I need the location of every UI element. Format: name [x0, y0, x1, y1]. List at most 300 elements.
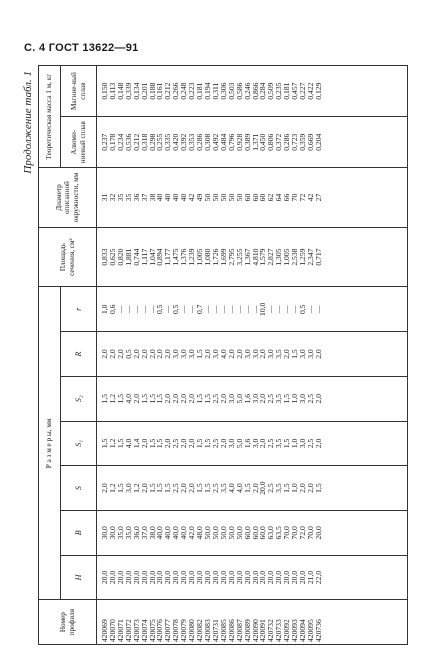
- column-area: [97, 227, 408, 287]
- table-cell-H: 20,0: [131, 570, 141, 585]
- table-cell-S1: 3,5: [274, 438, 284, 449]
- column-r: [97, 287, 408, 332]
- table-cell-profile: 420073: [131, 619, 141, 642]
- table-cell-B: 60,0: [242, 526, 252, 540]
- table-cell-mg: 0,148: [115, 82, 125, 100]
- table-cell-profile: 420092: [282, 619, 292, 642]
- table-cell-mg: 0,246: [242, 82, 252, 100]
- table-cell-mg: 0,134: [131, 82, 141, 100]
- header-S: S: [61, 466, 97, 511]
- table-cell-al: 0,536: [123, 133, 133, 151]
- column-diameter: [97, 168, 408, 228]
- table-cell-S1: 1,5: [115, 438, 125, 449]
- table-cell-diam: 66: [282, 193, 292, 202]
- table-cell-diam: 37: [139, 193, 149, 202]
- table-cell-area: 2,795: [226, 248, 236, 266]
- table-cell-H: 20,0: [115, 570, 125, 585]
- table-cell-S: 1,5: [155, 483, 165, 493]
- table-cell-area: 1,005: [195, 248, 205, 266]
- table-cell-al: 0,723: [290, 133, 300, 151]
- table-cell-B: 70,0: [290, 526, 300, 540]
- table-cell-B: 42,0: [187, 526, 197, 540]
- table-cell-R: 3,0: [179, 349, 189, 359]
- table-cell-al: 0,286: [195, 133, 205, 151]
- table-cell-B: 20,0: [313, 526, 323, 540]
- table-cell-S: 1,5: [313, 483, 323, 493]
- table-cell-R: 2,0: [202, 349, 212, 359]
- table-cell-al: 0,484: [218, 133, 228, 151]
- table-cell-area: 2,827: [266, 248, 276, 266]
- table-cell-S1: 1,5: [202, 438, 212, 449]
- continuation-label: Продолжение табл. 1: [22, 71, 34, 174]
- table-cell-diam: 60: [258, 193, 268, 202]
- table-cell-S: 20,0: [258, 481, 268, 495]
- table-cell-mg: 0,113: [107, 82, 117, 100]
- table-cell-S2: 4,0: [123, 393, 133, 404]
- header-profile: Номер профиля: [39, 600, 97, 645]
- table-cell-r: 1,0: [100, 304, 109, 315]
- table-cell-R: 3,0: [266, 349, 276, 359]
- table-cell-S1: 1,5: [195, 438, 205, 449]
- table-cell-mg: 0,181: [195, 82, 205, 100]
- table-cell-S2: 1,5: [282, 393, 292, 404]
- table-cell-diam: 42: [305, 193, 315, 202]
- table-cell-profile: 420732: [266, 619, 276, 642]
- table-cell-mg: 0,266: [171, 82, 181, 100]
- table-cell-profile: 420079: [179, 619, 189, 642]
- table-cell-H: 20,0: [266, 570, 276, 585]
- table-cell-B: 36,0: [131, 526, 141, 540]
- table-cell-B: 70,0: [305, 526, 315, 540]
- table-cell-al: 0,353: [187, 133, 197, 151]
- table-cell-B: 70,0: [282, 526, 292, 540]
- table-cell-R: 4,0: [218, 349, 228, 359]
- table-cell-diam: 38: [147, 193, 157, 202]
- table-cell-r: —: [131, 305, 141, 314]
- table-cell-B: 50,0: [226, 526, 236, 540]
- table-cell-H: 20,0: [250, 570, 260, 585]
- table-cell-profile: 420082: [195, 619, 205, 642]
- table-cell-profile: 420075: [147, 619, 157, 642]
- table-cell-r: —: [163, 305, 173, 314]
- table-cell-B: 60,0: [250, 526, 260, 540]
- table-cell-R: 2,0: [107, 349, 117, 359]
- profile-table: [38, 65, 408, 645]
- table-cell-S1: 3,0: [226, 438, 236, 449]
- table-cell-S2: 3,0: [226, 393, 236, 404]
- table-cell-R: 2,0: [131, 349, 141, 359]
- table-cell-al: 0,204: [313, 133, 323, 151]
- rotated-table-wrapper: [20, 65, 410, 645]
- table-cell-mg: 0,509: [266, 82, 276, 100]
- table-cell-R: 2,0: [163, 349, 173, 359]
- table-cell-B: 30,0: [107, 526, 117, 540]
- page-header: С. 4 ГОСТ 13622—91: [24, 42, 139, 54]
- table-cell-mg: 0,306: [218, 82, 228, 100]
- table-cell-mg: 0,248: [179, 82, 189, 100]
- table-cell-S2: 1,5: [195, 393, 205, 404]
- table-cell-S2: 2,0: [171, 393, 181, 404]
- table-cell-diam: 60: [242, 193, 252, 202]
- table-cell-al: 0,318: [139, 133, 149, 151]
- table-cell-area: 1,726: [210, 248, 220, 266]
- table-cell-al: 0,796: [226, 133, 236, 151]
- table-cell-B: 63,0: [266, 526, 276, 540]
- table-cell-S2: 1,5: [202, 393, 212, 404]
- table-cell-H: 20,0: [290, 570, 300, 585]
- table-cell-area: 2,347: [305, 248, 315, 266]
- table-cell-mg: 0,150: [100, 82, 109, 100]
- table-cell-diam: 62: [266, 193, 276, 202]
- table-cell-H: 20,0: [155, 570, 165, 585]
- table-cell-diam: 50: [210, 193, 220, 202]
- table-cell-r: 0,7: [195, 304, 205, 315]
- table-cell-S1: 1,0: [290, 438, 300, 449]
- table-cell-profile: 420095: [305, 619, 315, 642]
- table-cell-diam: 31: [100, 193, 109, 202]
- table-cell-profile: 420069: [100, 619, 109, 642]
- table-cell-r: —: [210, 305, 220, 314]
- table-cell-S: 1,5: [195, 483, 205, 493]
- table-cell-S: 2,0: [179, 483, 189, 493]
- table-cell-S: 1,2: [131, 483, 141, 493]
- table-cell-mg: 0,284: [258, 82, 268, 100]
- table-cell-r: —: [282, 305, 292, 314]
- table-cell-mg: 0,866: [250, 82, 260, 100]
- table-cell-S2: 2,0: [218, 393, 228, 404]
- table-cell-S1: 1,6: [242, 438, 252, 449]
- table-cell-S: 2,0: [187, 483, 197, 493]
- table-cell-B: 48,0: [195, 526, 205, 540]
- table-cell-area: 1,239: [187, 248, 197, 266]
- table-cell-profile: 420093: [290, 619, 300, 642]
- table-cell-S1: 3,0: [298, 438, 308, 449]
- table-cell-S: 1,5: [163, 483, 173, 493]
- table-cell-S: 2,0: [250, 483, 260, 493]
- table-cell-S2: 1,5: [100, 393, 109, 404]
- table-cell-area: 4,810: [250, 248, 260, 266]
- table-cell-mg: 0,212: [163, 82, 173, 100]
- table-cell-R: 3,5: [274, 349, 284, 359]
- rotated-table-stage: [20, 65, 410, 645]
- table-cell-area: 1,376: [179, 248, 189, 266]
- table-cell-profile: 420083: [202, 619, 212, 642]
- table-cell-area: 1,475: [171, 248, 181, 266]
- table-cell-diam: 70: [290, 193, 300, 202]
- table-cell-profile: 420087: [234, 619, 244, 642]
- table-cell-B: 35,0: [115, 526, 125, 540]
- table-cell-H: 20,0: [274, 570, 284, 585]
- table-cell-r: —: [305, 305, 315, 314]
- table-cell-S1: 1,5: [155, 438, 165, 449]
- table-cell-H: 20,0: [179, 570, 189, 585]
- table-cell-profile: 420733: [274, 619, 284, 642]
- table-cell-diam: 32: [107, 193, 117, 202]
- table-cell-B: 50,0: [218, 526, 228, 540]
- column-mass-al: [97, 117, 408, 168]
- table-cell-S2: 2,0: [258, 393, 268, 404]
- column-H: [97, 555, 408, 600]
- table-cell-B: 60,0: [258, 526, 268, 540]
- table-cell-area: 1,305: [274, 248, 284, 266]
- table-cell-area: 0,833: [100, 248, 109, 266]
- table-cell-mg: 0,503: [226, 82, 236, 100]
- table-cell-R: 3,0: [187, 349, 197, 359]
- table-cell-al: 0,234: [115, 133, 125, 151]
- table-cell-H: 20,0: [107, 570, 117, 585]
- table-cell-S1: 2,5: [210, 438, 220, 449]
- table-cell-r: —: [266, 305, 276, 314]
- table-cell-R: 2,0: [147, 349, 157, 359]
- table-cell-S1: 1,5: [147, 438, 157, 449]
- table-cell-B: 72,0: [298, 526, 308, 540]
- table-cell-al: 0,669: [305, 133, 315, 151]
- table-cell-area: 2,538: [290, 248, 300, 266]
- table-cell-area: 1,005: [282, 248, 292, 266]
- table-cell-H: 20,0: [202, 570, 212, 585]
- column-S: [97, 466, 408, 511]
- header-B: B: [61, 510, 97, 555]
- table-cell-r: —: [250, 305, 260, 314]
- table-cell-diam: 40: [171, 193, 181, 202]
- table-cell-r: —: [147, 305, 157, 314]
- table-cell-mg: 0,586: [234, 82, 244, 100]
- table-cell-S1: 3,0: [250, 438, 260, 449]
- table-cell-al: 0,286: [282, 133, 292, 151]
- table-cell-S2: 2,5: [210, 393, 220, 404]
- table-cell-H: 20,0: [139, 570, 149, 585]
- table-cell-H: 20,0: [282, 570, 292, 585]
- column-B: [97, 510, 408, 555]
- table-cell-profile: 420731: [210, 619, 220, 642]
- table-cell-r: —: [274, 305, 284, 314]
- column-S2: [97, 376, 408, 421]
- table-cell-diam: 35: [123, 193, 133, 202]
- table-cell-diam: 64: [274, 193, 284, 202]
- table-cell-R: 3,0: [171, 349, 181, 359]
- table-cell-al: 0,492: [210, 133, 220, 151]
- table-cell-al: 0,308: [202, 133, 212, 151]
- table-cell-S2: 1,0: [290, 393, 300, 404]
- table-cell-R: 2,0: [258, 349, 268, 359]
- table-cell-area: 0,820: [115, 248, 125, 266]
- table-cell-profile: 420094: [298, 619, 308, 642]
- table-cell-R: 2,0: [226, 349, 236, 359]
- table-cell-diam: 50: [226, 193, 236, 202]
- table-cell-S1: 1,5: [100, 438, 109, 449]
- table-cell-diam: 27: [313, 193, 323, 202]
- table-cell-B: 50,0: [234, 526, 244, 540]
- table-cell-diam: 42: [187, 193, 197, 202]
- table-cell-S1: 2,0: [218, 438, 228, 449]
- table-cell-S: 1,0: [290, 483, 300, 493]
- table-cell-diam: 40: [155, 193, 165, 202]
- table-cell-r: 0,6: [107, 304, 117, 315]
- table-cell-B: 30,0: [100, 526, 109, 540]
- table-cell-mg: 0,422: [305, 82, 315, 100]
- table-cell-H: 20,0: [100, 570, 109, 585]
- table-cell-profile: 420078: [171, 619, 181, 642]
- table-cell-H: 20,0: [298, 570, 308, 585]
- table-cell-S: 2,5: [171, 483, 181, 493]
- table-cell-S: 1,5: [115, 483, 125, 493]
- table-cell-area: 1,259: [298, 248, 308, 266]
- table-cell-S1: 1,2: [107, 438, 117, 449]
- header-S1: S₁: [61, 421, 97, 466]
- table-cell-r: —: [313, 305, 323, 314]
- column-R: [97, 332, 408, 377]
- table-cell-S: 4,0: [226, 483, 236, 493]
- table-cell-S2: 3,0: [298, 393, 308, 404]
- table-cell-H: 20,0: [195, 570, 205, 585]
- table-cell-diam: 36: [131, 193, 141, 202]
- table-cell-H: 20,0: [234, 570, 244, 585]
- table-cell-S1: 2,0: [163, 438, 173, 449]
- table-cell-r: 0,5: [298, 304, 308, 315]
- table-cell-area: 1,367: [242, 248, 252, 266]
- table-cell-al: 0,806: [266, 133, 276, 151]
- header-S2: S₂: [61, 376, 97, 421]
- table-cell-R: 3,0: [305, 349, 315, 359]
- table-cell-r: —: [202, 305, 212, 314]
- table-cell-R: 3,0: [298, 349, 308, 359]
- table-cell-B: 50,0: [202, 526, 212, 540]
- table-cell-S2: 2,5: [266, 393, 276, 404]
- column-S1: [97, 421, 408, 466]
- table-cell-area: 1,177: [163, 248, 173, 266]
- table-cell-S2: 2,0: [163, 393, 173, 404]
- table-cell-area: 1,047: [147, 248, 157, 266]
- table-cell-S2: 1,5: [147, 393, 157, 404]
- table-cell-area: 1,699: [218, 248, 228, 266]
- header-H: H: [61, 555, 97, 600]
- table-cell-mg: 0,181: [282, 82, 292, 100]
- table-cell-al: 0,392: [179, 133, 189, 151]
- table-cell-area: 0,744: [131, 248, 141, 266]
- table-cell-H: 20,0: [171, 570, 181, 585]
- table-cell-r: —: [187, 305, 197, 314]
- table-cell-R: 3,0: [242, 349, 252, 359]
- table-cell-al: 0,928: [234, 133, 244, 151]
- table-cell-profile: 420091: [258, 619, 268, 642]
- header-mass-al: Алюми-ниевый сплав: [61, 117, 97, 168]
- table-cell-R: 1,5: [195, 349, 205, 359]
- table-cell-profile: 420736: [313, 619, 323, 642]
- table-cell-S1: 2,0: [179, 438, 189, 449]
- table-cell-H: 20,0: [187, 570, 197, 585]
- table-cell-al: 0,178: [107, 133, 117, 151]
- table-cell-S: 4,0: [234, 483, 244, 493]
- table-cell-S: 1,2: [107, 483, 117, 493]
- table-body-row: [97, 66, 408, 645]
- table-cell-diam: 40: [179, 193, 189, 202]
- table-cell-al: 0,372: [274, 133, 284, 151]
- table-cell-S: 3,5: [274, 483, 284, 493]
- table-cell-area: 1,579: [258, 248, 268, 266]
- table-cell-S: 2,0: [305, 483, 315, 493]
- table-cell-R: 2,0: [234, 349, 244, 359]
- table-cell-S1: 2,5: [266, 438, 276, 449]
- table-cell-R: 2,0: [155, 349, 165, 359]
- table-cell-area: 3,255: [234, 248, 244, 266]
- table-cell-B: 40,0: [155, 526, 165, 540]
- table-cell-diam: 35: [115, 193, 125, 202]
- table-cell-H: 20,0: [258, 570, 268, 585]
- table-cell-S: 2,0: [298, 483, 308, 493]
- table-cell-S2: 2,5: [305, 393, 315, 404]
- table-cell-r: —: [218, 305, 228, 314]
- table-cell-R: 2,0: [139, 349, 149, 359]
- table-cell-diam: 50: [202, 193, 212, 202]
- table-cell-r: —: [226, 305, 236, 314]
- table-cell-S: 2,0: [100, 483, 109, 493]
- table-cell-S1: 1,4: [131, 438, 141, 449]
- table-cell-B: 35,0: [123, 526, 133, 540]
- table-cell-profile: 420074: [139, 619, 149, 642]
- table-cell-area: 1,117: [139, 248, 149, 266]
- table-cell-mg: 0,188: [147, 82, 157, 100]
- table-cell-al: 0,298: [147, 133, 157, 151]
- table-cell-R: 2,0: [100, 349, 109, 359]
- header-mass-mg: Магние-вый сплав: [61, 66, 97, 117]
- table-cell-diam: 72: [298, 193, 308, 202]
- table-cell-S1: 2,5: [171, 438, 181, 449]
- header-diameter: Диаметр описанной окружности, мм: [39, 168, 97, 228]
- table-cell-diam: 60: [250, 193, 260, 202]
- table-cell-H: 21,0: [305, 570, 315, 585]
- table-cell-S2: 1,5: [139, 393, 149, 404]
- table-cell-r: 0,5: [155, 304, 165, 315]
- table-cell-al: 0,255: [155, 133, 165, 151]
- table-cell-area: 1,881: [123, 248, 133, 266]
- table-cell-R: 3,0: [210, 349, 220, 359]
- table-cell-area: 1,080: [202, 248, 212, 266]
- table-cell-S: 3,5: [218, 483, 228, 493]
- table-cell-S2: 3,0: [250, 393, 260, 404]
- table-cell-al: 0,212: [131, 133, 141, 151]
- table-cell-R: 2,0: [313, 349, 323, 359]
- table-cell-S2: 2,0: [313, 393, 323, 404]
- table-cell-S1: 4,0: [123, 438, 133, 449]
- table-cell-area: 0,717: [313, 248, 323, 266]
- table-cell-H: 20,0: [123, 570, 133, 585]
- table-cell-area: 0,625: [107, 248, 117, 266]
- table-cell-S: 1,5: [147, 483, 157, 493]
- table-cell-mg: 0,161: [155, 82, 165, 100]
- table-cell-B: 38,0: [147, 526, 157, 540]
- table-cell-H: 20,0: [226, 570, 236, 585]
- table-cell-mg: 0,311: [210, 82, 220, 100]
- table-cell-S1: 2,5: [305, 438, 315, 449]
- header-r: r: [61, 287, 97, 332]
- table-cell-diam: 50: [218, 193, 228, 202]
- table-cell-H: 20,0: [163, 570, 173, 585]
- table-cell-r: —: [234, 305, 244, 314]
- table-cell-S1: 2,0: [139, 438, 149, 449]
- table-cell-al: 0,389: [242, 133, 252, 151]
- header-area: Площадь сечения, см²: [39, 227, 97, 287]
- table-cell-B: 40,0: [163, 526, 173, 540]
- table-cell-r: —: [123, 305, 133, 314]
- table-cell-H: 20,0: [218, 570, 228, 585]
- table-cell-r: —: [242, 305, 252, 314]
- table-cell-S2: 1,5: [155, 393, 165, 404]
- table-cell-B: 63,5: [274, 526, 284, 540]
- header-sizes-group: Р а з м е р ы, мм: [39, 287, 61, 600]
- table-cell-S1: 1,5: [282, 438, 292, 449]
- table-cell-S1: 2,0: [258, 438, 268, 449]
- column-mass-mg: [97, 66, 408, 117]
